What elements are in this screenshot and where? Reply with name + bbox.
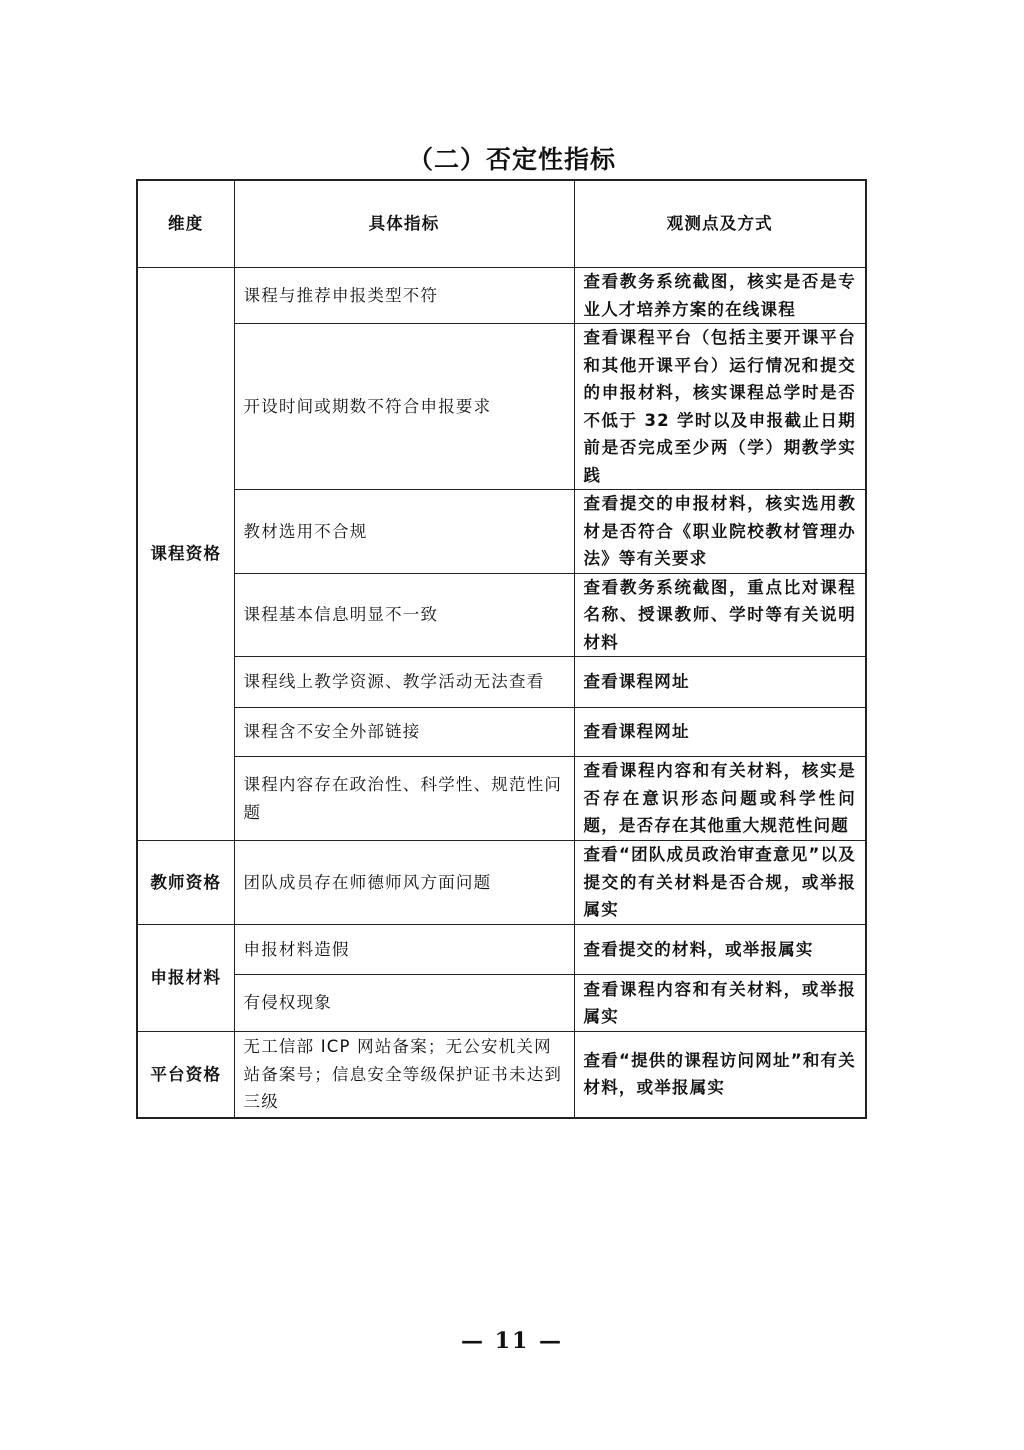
method-cell: 查看教务系统截图，重点比对课程名称、授课教师、学时等有关说明材料 bbox=[574, 573, 866, 657]
indicator-cell: 无工信部 ICP 网站备案；无公安机关网站备案号；信息安全等级保护证书未达到三级 bbox=[234, 1032, 574, 1118]
table-row bbox=[137, 975, 866, 1032]
indicator-cell: 课程基本信息明显不一致 bbox=[234, 573, 574, 657]
negative-indicators-table bbox=[136, 179, 867, 1119]
dimension-teacher-qualification: 教师资格 bbox=[137, 841, 234, 925]
method-cell: 查看课程平台（包括主要开课平台和其他开课平台）运行情况和提交的申报材料，核实课程总学时是否不低于 32 学时以及申报截止日期前是否完成至少两（学）期教学实践 bbox=[574, 324, 866, 490]
dimension-course-qualification: 课程资格 bbox=[137, 268, 234, 841]
method-cell: 查看课程网址 bbox=[574, 657, 866, 708]
table-row bbox=[137, 268, 866, 324]
method-cell: 查看课程内容和有关材料，或举报属实 bbox=[574, 975, 866, 1032]
indicator-cell: 申报材料造假 bbox=[234, 925, 574, 975]
method-cell: 查看提交的材料，或举报属实 bbox=[574, 925, 866, 975]
method-cell: 查看课程内容和有关材料，核实是否存在意识形态问题或科学性问题，是否存在其他重大规范性问题 bbox=[574, 757, 866, 841]
method-cell: 查看课程网址 bbox=[574, 708, 866, 757]
header-dimension: 维度 bbox=[137, 180, 234, 268]
dimension-application-materials: 申报材料 bbox=[137, 925, 234, 1032]
table-row bbox=[137, 657, 866, 708]
header-method: 观测点及方式 bbox=[574, 180, 866, 268]
section-title: （二）否定性指标 bbox=[407, 145, 616, 174]
indicator-cell: 团队成员存在师德师风方面问题 bbox=[234, 841, 574, 925]
table-row bbox=[137, 490, 866, 574]
header-indicator: 具体指标 bbox=[234, 180, 574, 268]
indicator-cell: 课程含不安全外部链接 bbox=[234, 708, 574, 757]
table-row bbox=[137, 324, 866, 490]
page-number: — 11 — bbox=[461, 1328, 563, 1354]
method-cell: 查看教务系统截图，核实是否是专业人才培养方案的在线课程 bbox=[574, 268, 866, 324]
table-header-row bbox=[137, 180, 866, 268]
indicator-cell: 课程内容存在政治性、科学性、规范性问题 bbox=[234, 757, 574, 841]
indicator-cell: 有侵权现象 bbox=[234, 975, 574, 1032]
indicator-cell: 开设时间或期数不符合申报要求 bbox=[234, 324, 574, 490]
method-cell: 查看“提供的课程访问网址”和有关材料，或举报属实 bbox=[574, 1032, 866, 1118]
table-row bbox=[137, 708, 866, 757]
dimension-platform-qualification: 平台资格 bbox=[137, 1032, 234, 1118]
method-cell: 查看“团队成员政治审查意见”以及提交的有关材料是否合规，或举报属实 bbox=[574, 841, 866, 925]
method-cell: 查看提交的申报材料，核实选用教材是否符合《职业院校教材管理办法》等有关要求 bbox=[574, 490, 866, 574]
indicator-cell: 教材选用不合规 bbox=[234, 490, 574, 574]
indicator-cell: 课程线上教学资源、教学活动无法查看 bbox=[234, 657, 574, 708]
indicator-cell: 课程与推荐申报类型不符 bbox=[234, 268, 574, 324]
table-row bbox=[137, 925, 866, 975]
table-row bbox=[137, 1032, 866, 1118]
table-row bbox=[137, 573, 866, 657]
table-row bbox=[137, 841, 866, 925]
table-row bbox=[137, 757, 866, 841]
